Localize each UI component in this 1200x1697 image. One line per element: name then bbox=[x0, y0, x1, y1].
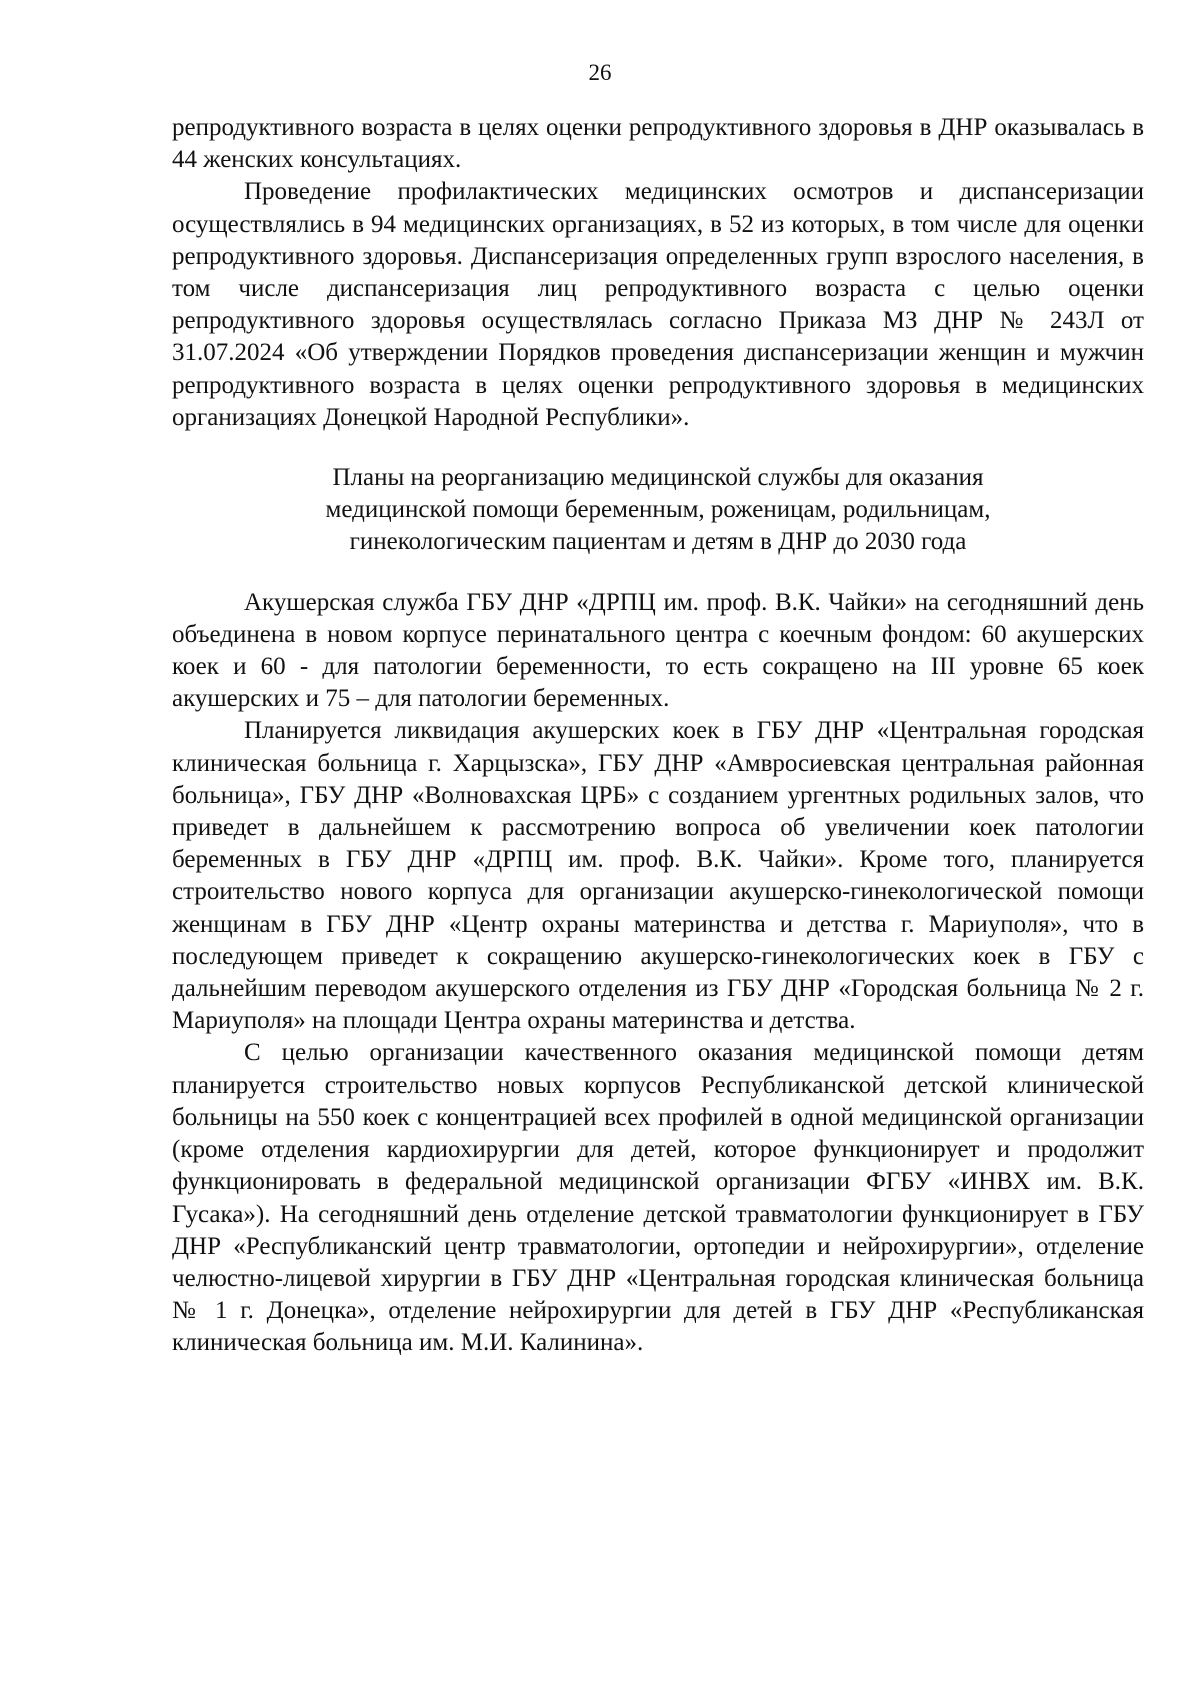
section-heading bbox=[172, 434, 1144, 587]
paragraph-planned-liquidation: Планируется ликвидация акушерских коек в ГБУ ДНР «Центральная городская клиническая больница г. Харцызска», ГБУ ДНР «Амвросиевская центральная районная больница», ГБУ ДНР «Волновахская ЦРБ» с созданием ургентных родильных залов, что приведет в дальнейшем к рассмотрению вопроса об увеличении коек патологии беременных в ГБУ ДНР «ДРПЦ им. проф. В.К. Чайки». Кроме того, планируется строительство нового корпуса для организации акушерско-гинекологической помощи женщинам в ГБУ ДНР «Центр охраны материнства и детства г. Мариуполя», что в последующем приведет к сокращению акушерско-гинекологических коек в ГБУ с дальнейшим переводом акушерского отделения из ГБУ ДНР «Городская больница № 2 г. Мариуполя» на площади Центра охраны материнства и детства. bbox=[172, 717, 1144, 1035]
paragraph-dispensarization: Проведение профилактических медицинских осмотров и диспансеризации осуществлялись в 94 медицинских организациях, в 52 из которых, в том числе для оценки репродуктивного здоровья. Диспансеризация определенных групп взрослого населения, в том числе диспансеризация лиц репродуктивного возраста с целью оценки репродуктивного здоровья осуществлялась согласно Приказа МЗ ДНР № 243Л от 31.07.2024 «Об утверждении Порядков проведения диспансеризации женщин и мужчин репродуктивного возраста в целях оценки репродуктивного здоровья в медицинских организациях Донецкой Народной Республики». bbox=[172, 178, 1144, 431]
page-number: 26 bbox=[588, 60, 612, 85]
paragraph-children-care: С целью организации качественного оказания медицинской помощи детям планируется строительство новых корпусов Республиканской детской клинической больницы на 550 коек с концентрацией всех профилей в одной медицинской организации (кроме отделения кардиохирургии для детей, которое функционирует и продолжит функционировать в федеральной медицинской организации ФГБУ «ИНВХ им. В.К. Гусака»). На сегодняшний день отделение детской травматологии функционирует в ГБУ ДНР «Республиканский центр травматологии, ортопедии и нейрохирургии», отделение челюстно-лицевой хирургии в ГБУ ДНР «Центральная городская клиническая больница № 1 г. Донецка», отделение нейрохирургии для детей в ГБУ ДНР «Республиканская клиническая больница им. М.И. Калинина». bbox=[172, 1039, 1144, 1357]
section-heading-line-1: Планы на реорганизацию медицинской службы для оказания bbox=[332, 464, 984, 492]
paragraph-continuation: репродуктивного возраста в целях оценки репродуктивного здоровья в ДНР оказывалась в 44 женских консультациях. bbox=[172, 114, 1144, 174]
section-heading-line-2: медицинской помощи беременным, роженицам, родильницам, bbox=[325, 496, 991, 524]
paragraph-obstetric-service: Акушерская служба ГБУ ДНР «ДРПЦ им. проф. В.К. Чайки» на сегодняшний день объединена в новом корпусе перинатального центра с коечным фондом: 60 акушерских коек и 60 - для патологии беременности, то есть сокращено на III уровне 65 коек акушерских и 75 – для патологии беременных. bbox=[172, 588, 1144, 713]
document-body bbox=[172, 112, 1144, 1360]
section-heading-line-3: гинекологическим пациентам и детям в ДНР до 2030 года bbox=[349, 528, 967, 556]
